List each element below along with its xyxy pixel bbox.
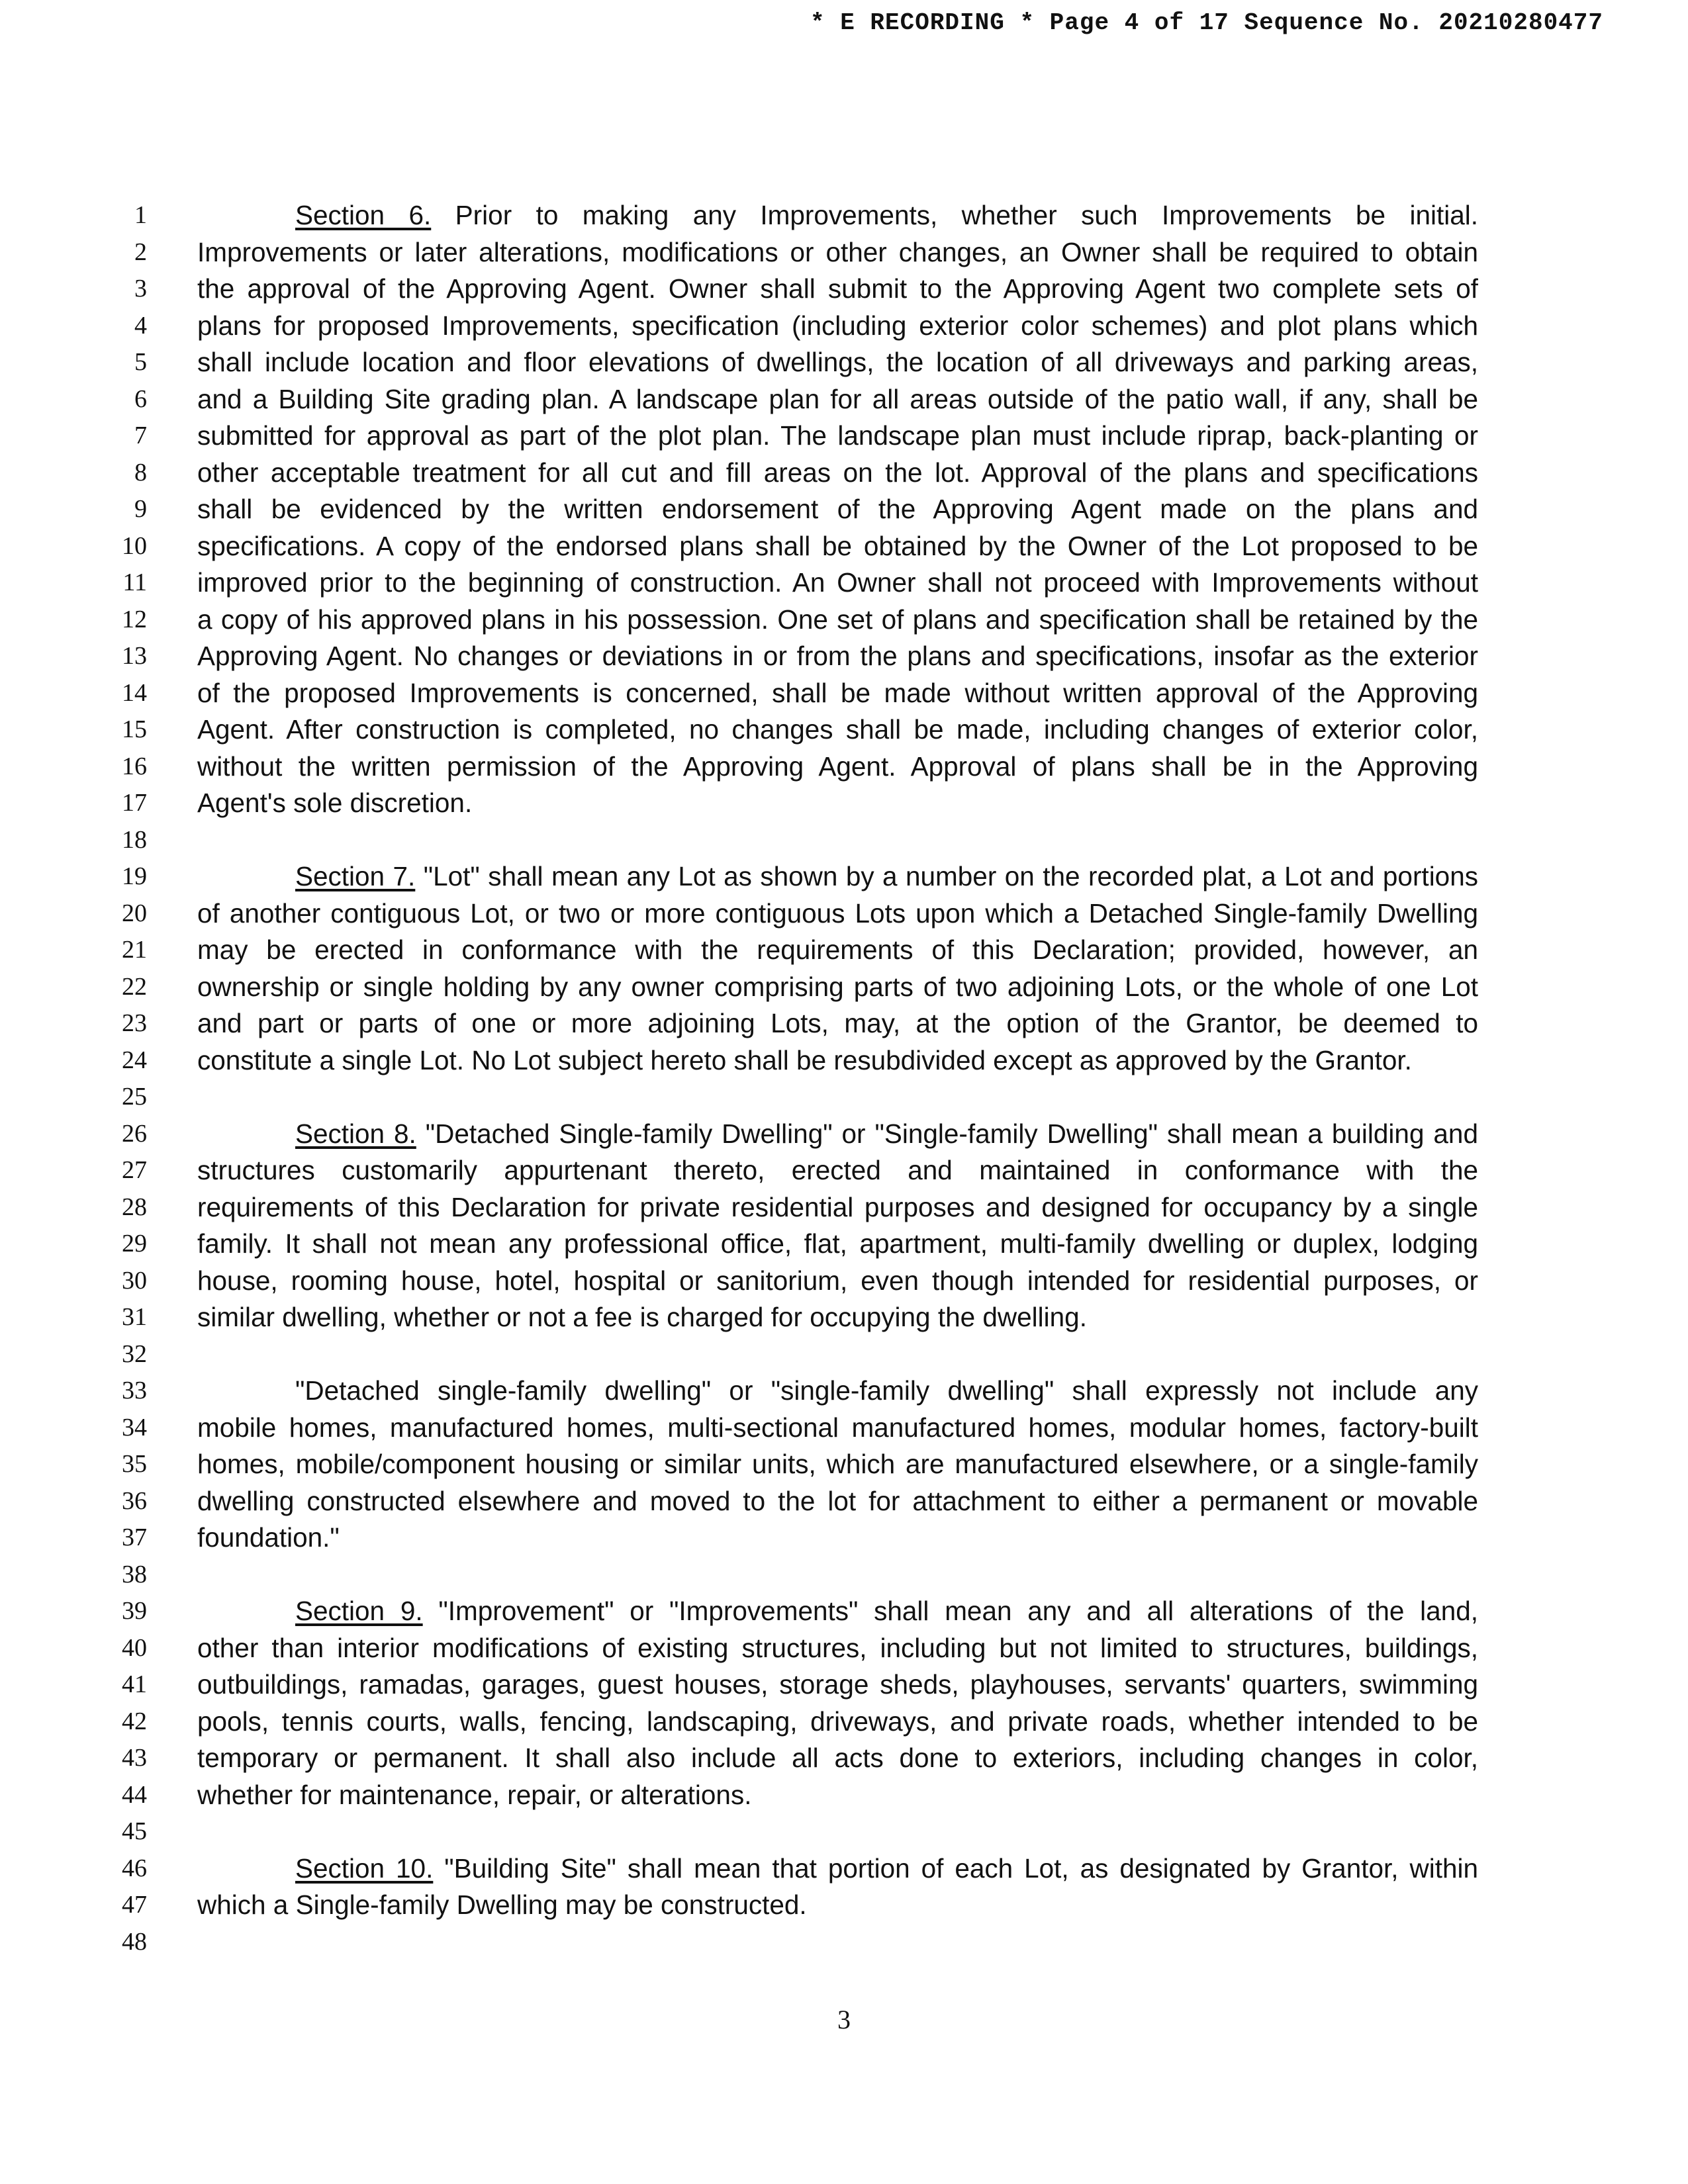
document-line — [0, 381, 1688, 418]
line-text — [197, 271, 1478, 308]
document-line — [0, 1520, 1688, 1557]
line-body: outbuildings, ramadas, garages, guest houses, storage sheds, playhouses, servants' quarters, swimming — [197, 1669, 1478, 1700]
line-number: 16 — [122, 752, 147, 780]
line-text — [197, 1263, 1478, 1300]
line-text — [197, 932, 1478, 969]
document-line — [0, 1042, 1688, 1079]
line-number: 1 — [134, 201, 147, 229]
line-text — [197, 1410, 1478, 1447]
line-body: foundation." — [197, 1522, 340, 1553]
line-number: 5 — [134, 348, 147, 376]
document-line — [0, 344, 1688, 381]
line-number: 24 — [122, 1046, 147, 1074]
line-number: 28 — [122, 1193, 147, 1221]
document-line — [0, 1446, 1688, 1483]
line-body: "Building Site" shall mean that portion of each Lot, as designated by Grantor, within — [444, 1852, 1478, 1884]
line-number: 45 — [122, 1817, 147, 1845]
document-line — [0, 197, 1688, 234]
line-text — [197, 381, 1478, 418]
line-body: which a Single-family Dwelling may be constructed. — [197, 1889, 807, 1920]
line-body: dwelling constructed elsewhere and moved to the lot for attachment to either a permanent or movable — [197, 1485, 1478, 1516]
line-text — [197, 1850, 1478, 1888]
page-number: 3 — [837, 2005, 851, 2034]
line-number: 21 — [122, 936, 147, 964]
document-line — [0, 1336, 1688, 1373]
line-text — [197, 1593, 1478, 1630]
line-body: mobile homes, manufactured homes, multi-sectional manufactured homes, modular homes, factory-built — [197, 1412, 1478, 1443]
document-line — [0, 565, 1688, 602]
document-line — [0, 491, 1688, 528]
document-line — [0, 1410, 1688, 1447]
document-line — [0, 638, 1688, 675]
line-body: plans for proposed Improvements, specification (including exterior color schemes) and plot plans which — [197, 310, 1478, 341]
line-text — [197, 675, 1478, 712]
document-line — [0, 1813, 1688, 1850]
document-line — [0, 822, 1688, 859]
line-body: house, rooming house, hotel, hospital or sanitorium, even though intended for residential purposes, or — [197, 1265, 1478, 1296]
line-body: Agent's sole discretion. — [197, 788, 473, 818]
line-text — [197, 1740, 1478, 1777]
line-text — [197, 565, 1478, 602]
document-line — [0, 1079, 1688, 1116]
document-line — [0, 1630, 1688, 1667]
document-line — [0, 1666, 1688, 1704]
line-number: 4 — [134, 311, 147, 340]
document-body — [0, 197, 1688, 1960]
line-body: submitted for approval as part of the plot plan. The landscape plan must include riprap, back-planting or — [197, 420, 1478, 451]
line-body: family. It shall not mean any professional office, flat, apartment, multi-family dwelling or duplex, lodging — [197, 1228, 1478, 1259]
line-body: other acceptable treatment for all cut and fill areas on the lot. Approval of the plans and specifications — [197, 457, 1478, 488]
line-text — [197, 1666, 1478, 1704]
document-line — [0, 1152, 1688, 1189]
line-body: and a Building Site grading plan. A landscape plan for all areas outside of the patio wall, if any, shall be — [197, 383, 1478, 414]
document-line — [0, 1483, 1688, 1520]
line-number: 2 — [134, 238, 147, 266]
document-line — [0, 528, 1688, 565]
line-body: without the written permission of the Approving Agent. Approval of plans shall be in the Approving — [197, 751, 1478, 782]
line-body: and part or parts of one or more adjoining Lots, may, at the option of the Grantor, be deemed to — [197, 1008, 1478, 1038]
document-line — [0, 455, 1688, 492]
line-text — [197, 1189, 1478, 1226]
line-body: temporary or permanent. It shall also include all acts done to exteriors, including changes in color, — [197, 1743, 1478, 1773]
document-line — [0, 271, 1688, 308]
line-body: "Improvement" or "Improvements" shall mean any and all alterations of the land, — [438, 1596, 1478, 1626]
document-line — [0, 711, 1688, 749]
line-number: 18 — [122, 825, 147, 854]
section-heading: Section 9. — [295, 1596, 423, 1626]
line-number: 48 — [122, 1927, 147, 1956]
line-body: "Detached single-family dwelling" or "single-family dwelling" shall expressly not include any — [295, 1375, 1478, 1406]
line-number: 10 — [122, 531, 147, 560]
line-number: 30 — [122, 1266, 147, 1295]
line-number: 14 — [122, 678, 147, 707]
document-line — [0, 1740, 1688, 1777]
document-line — [0, 1005, 1688, 1042]
document-line — [0, 675, 1688, 712]
line-body: specifications. A copy of the endorsed plans shall be obtained by the Owner of the Lot proposed to be — [197, 530, 1478, 561]
document-line — [0, 1299, 1688, 1336]
line-number: 40 — [122, 1633, 147, 1662]
line-text — [197, 491, 1478, 528]
line-number: 20 — [122, 899, 147, 927]
line-number: 26 — [122, 1119, 147, 1148]
line-text — [197, 602, 1478, 639]
line-number: 9 — [134, 495, 147, 523]
line-body: shall include location and floor elevations of dwellings, the location of all driveways and parking areas, — [197, 347, 1478, 377]
document-line — [0, 1593, 1688, 1630]
line-number: 27 — [122, 1156, 147, 1184]
line-number: 3 — [134, 275, 147, 302]
line-text — [197, 344, 1478, 381]
line-text — [197, 1520, 1478, 1557]
line-body: ownership or single holding by any owner comprising parts of two adjoining Lots, or the whole of one Lot — [197, 971, 1478, 1002]
line-text — [197, 197, 1478, 234]
line-text — [197, 1226, 1478, 1263]
document-line — [0, 1887, 1688, 1924]
line-number: 31 — [122, 1303, 147, 1331]
line-text — [197, 1299, 1478, 1336]
line-number: 6 — [134, 385, 147, 413]
line-number: 41 — [122, 1670, 147, 1698]
line-body: whether for maintenance, repair, or alterations. — [197, 1779, 752, 1810]
line-body: Improvements or later alterations, modifications or other changes, an Owner shall be required to obtain — [197, 236, 1478, 267]
line-body: "Lot" shall mean any Lot as shown by a number on the recorded plat, a Lot and portions — [423, 861, 1478, 891]
document-line — [0, 1226, 1688, 1263]
line-body: structures customarily appurtenant thereto, erected and maintained in conformance with the — [197, 1155, 1478, 1185]
document-line — [0, 1850, 1688, 1888]
line-text — [197, 418, 1478, 455]
line-text — [197, 1005, 1478, 1042]
line-number: 12 — [122, 605, 147, 633]
line-number: 32 — [122, 1340, 147, 1368]
document-line — [0, 1777, 1688, 1814]
line-body: requirements of this Declaration for private residential purposes and designed for occupancy by a single — [197, 1191, 1478, 1222]
line-number: 46 — [122, 1854, 147, 1882]
document-line — [0, 234, 1688, 271]
document-line — [0, 1924, 1688, 1961]
document-line — [0, 308, 1688, 345]
line-number: 37 — [122, 1524, 147, 1551]
line-body: homes, mobile/component housing or similar units, which are manufactured elsewhere, or a single-family — [197, 1449, 1478, 1479]
line-text — [197, 895, 1478, 933]
line-body: shall be evidenced by the written endorsement of the Approving Agent made on the plans and — [197, 494, 1478, 524]
line-number: 35 — [122, 1450, 147, 1478]
line-text — [197, 969, 1478, 1006]
section-heading: Section 6. — [295, 200, 432, 230]
line-number: 19 — [122, 862, 147, 890]
line-text — [197, 1887, 1478, 1924]
document-line — [0, 969, 1688, 1006]
line-number: 23 — [122, 1009, 147, 1037]
line-number: 29 — [122, 1230, 147, 1257]
line-number: 22 — [122, 972, 147, 1001]
line-number: 17 — [122, 789, 147, 817]
line-text — [197, 528, 1478, 565]
line-text — [197, 1446, 1478, 1483]
line-text — [197, 455, 1478, 492]
document-line — [0, 1189, 1688, 1226]
line-number: 15 — [122, 715, 147, 743]
line-number: 43 — [122, 1744, 147, 1772]
document-line — [0, 749, 1688, 786]
line-body: improved prior to the beginning of construction. An Owner shall not proceed with Improvements without — [197, 567, 1478, 598]
line-body: "Detached Single-family Dwelling" or "Single-family Dwelling" shall mean a building and — [425, 1118, 1478, 1149]
section-heading: Section 8. — [295, 1118, 416, 1149]
line-text — [197, 1777, 1478, 1814]
line-text — [197, 1152, 1478, 1189]
line-number: 8 — [134, 458, 147, 486]
line-number: 11 — [122, 569, 147, 596]
line-number: 39 — [122, 1597, 147, 1625]
line-number: 33 — [122, 1377, 147, 1404]
line-text — [197, 1042, 1478, 1079]
line-text — [197, 638, 1478, 675]
line-body: pools, tennis courts, walls, fencing, landscaping, driveways, and private roads, whether intended to be — [197, 1706, 1478, 1737]
line-number: 42 — [122, 1707, 147, 1735]
line-text — [197, 1116, 1478, 1153]
document-line — [0, 1704, 1688, 1741]
section-heading: Section 7. — [295, 861, 416, 891]
line-number: 38 — [122, 1560, 147, 1588]
line-body: Agent. After construction is completed, no changes shall be made, including changes of exterior color, — [197, 714, 1478, 745]
line-body: Prior to making any Improvements, whether such Improvements be initial. — [455, 200, 1478, 230]
line-text — [197, 1373, 1478, 1410]
line-number: 34 — [122, 1413, 147, 1441]
line-body: of another contiguous Lot, or two or more contiguous Lots upon which a Detached Single-family Dwelling — [197, 897, 1478, 929]
line-text — [197, 1483, 1478, 1520]
section-heading: Section 10. — [295, 1852, 434, 1884]
document-line — [0, 1263, 1688, 1300]
line-number: 13 — [122, 642, 147, 670]
line-body: other than interior modifications of existing structures, including but not limited to structures, buildings, — [197, 1632, 1478, 1663]
document-line — [0, 1373, 1688, 1410]
document-line — [0, 785, 1688, 822]
document-line — [0, 1116, 1688, 1153]
line-body: of the proposed Improvements is concerned, shall be made without written approval of the Approving — [197, 677, 1478, 708]
line-number: 44 — [122, 1780, 147, 1809]
line-text — [197, 234, 1478, 271]
line-number: 7 — [134, 422, 147, 449]
line-text — [197, 1704, 1478, 1741]
document-line — [0, 895, 1688, 933]
line-number: 25 — [122, 1083, 147, 1111]
line-text — [197, 785, 1478, 822]
line-text — [197, 308, 1478, 345]
line-number: 36 — [122, 1486, 147, 1515]
line-number: 47 — [122, 1891, 147, 1919]
line-text — [197, 711, 1478, 749]
document-line — [0, 932, 1688, 969]
line-text — [197, 749, 1478, 786]
line-body: Approving Agent. No changes or deviations in or from the plans and specifications, insofar as the exterior — [197, 641, 1478, 671]
line-body: constitute a single Lot. No Lot subject hereto shall be resubdivided except as approved by the Grantor. — [197, 1044, 1412, 1075]
document-line — [0, 418, 1688, 455]
document-line — [0, 1557, 1688, 1594]
document-line — [0, 602, 1688, 639]
line-body: a copy of his approved plans in his possession. One set of plans and specification shall be retained by the — [197, 604, 1478, 635]
line-text — [197, 858, 1478, 895]
document-line — [0, 858, 1688, 895]
line-body: may be erected in conformance with the requirements of this Declaration; provided, however, an — [197, 934, 1478, 965]
line-body: similar dwelling, whether or not a fee is charged for occupying the dwelling. — [197, 1302, 1087, 1332]
recording-stamp: * E RECORDING * Page 4 of 17 Sequence No. 20210280477 — [810, 9, 1603, 36]
line-body: the approval of the Approving Agent. Owner shall submit to the Approving Agent two complete sets of — [197, 273, 1478, 304]
line-text — [197, 1630, 1478, 1667]
